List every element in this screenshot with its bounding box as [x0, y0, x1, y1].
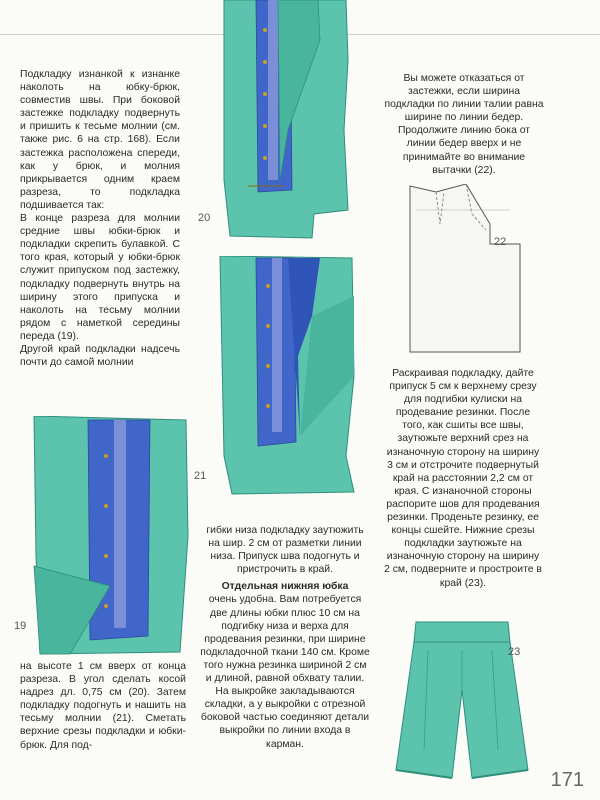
- figure-21: [216, 256, 358, 496]
- text-paragraph: гибки низа подкладку заутюжить на шир. 2 см от разметки линии низа. Припуск шва подогнуть и пристрочить в край.: [206, 525, 364, 576]
- text-paragraph: на высоте 1 см вверх от конца разреза. В угол сделать косой надрез дл. 0,75 см (20). Затем подкладку подогнуть и нашить на тесьму молнии (21). Сметать верхние срезы подкладки и юбки-брюк. Для под-: [20, 661, 186, 751]
- section-heading: Отдельная нижняя юбка: [221, 581, 349, 593]
- figure-23-label: 23: [508, 646, 521, 658]
- figure-22: [406, 184, 526, 356]
- column-2: [200, 524, 370, 751]
- figure-20-label: 20: [198, 212, 211, 224]
- text-paragraph: Подкладку изнанкой к изнанке наколоть на юбку-брюк, совместив швы. При боковой застежке подкладку подвернуть и пришить к тесьме молнии (см. также рис. 6 на стр. 168). Если застежка расположена спереди, как у брюк, и молния прикрывается одним краем разреза, то подкладка подшивается так:: [20, 69, 180, 211]
- figure-19-label: 19: [14, 620, 27, 632]
- text-paragraph: Раскраивая подкладку, дайте припуск 5 см к верхнему срезу для подгибки кулиски на продевание резинки. После того, как сшиты все швы, заутюжьте верхний срез на изнаночную сторону на ширину 3 см и отстрочите подвернутый край на расстоянии 2,2 см от края. С изнаночной стороны распорите шов для продевания резинки. Проденьте резинку, ее концы сшейте. Нижние срезы подкладки заутюжьте на изнаночную сторону на ширину 2 см, подверните и простроите в край (23).: [384, 368, 542, 589]
- column-3-bottom: [384, 367, 542, 590]
- text-paragraph: очень удобна. Вам потребуется две длины юбки плюс 10 см на подгибку низа и верха для продевания резинки, при ширине подкладочной ткани 140 см. Кроме того нужна резинка шириной 2 см и длиной, равной обхвату талии.: [200, 594, 370, 685]
- figure-22-label: 22: [494, 236, 507, 248]
- text-paragraph: Вы можете отказаться от застежки, если ширина подкладки по линии талии равна ширине по линии бедер. Продолжите линию бока от линии бедер вверх и не принимайте во внимание вытачки (22).: [384, 73, 544, 176]
- figure-20: [218, 0, 358, 240]
- column-1-top: [20, 68, 180, 369]
- figure-21-label: 21: [194, 470, 207, 482]
- figure-19: [30, 416, 190, 656]
- page-number: 171: [550, 769, 584, 791]
- text-paragraph: На выкройке закладываются складки, а у выкройки с отрезной боковой частью соединяют детали выкройки по линии входа в карман.: [200, 686, 370, 750]
- column-1-bottom: [20, 660, 186, 752]
- column-3-top: [384, 72, 544, 177]
- text-paragraph: Другой край подкладки надсечь почти до самой молнии: [20, 343, 180, 369]
- text-paragraph: В конце разреза для молнии средние швы юбки-брюк и подкладки скрепить булавкой. С того края, который у юбки-брюк служит припуском под застежку, подкладку подвернуть внутрь на ширину этого припуска и наколоть на тесьму молнии рядом с наметкой середины переда (19).: [20, 213, 180, 342]
